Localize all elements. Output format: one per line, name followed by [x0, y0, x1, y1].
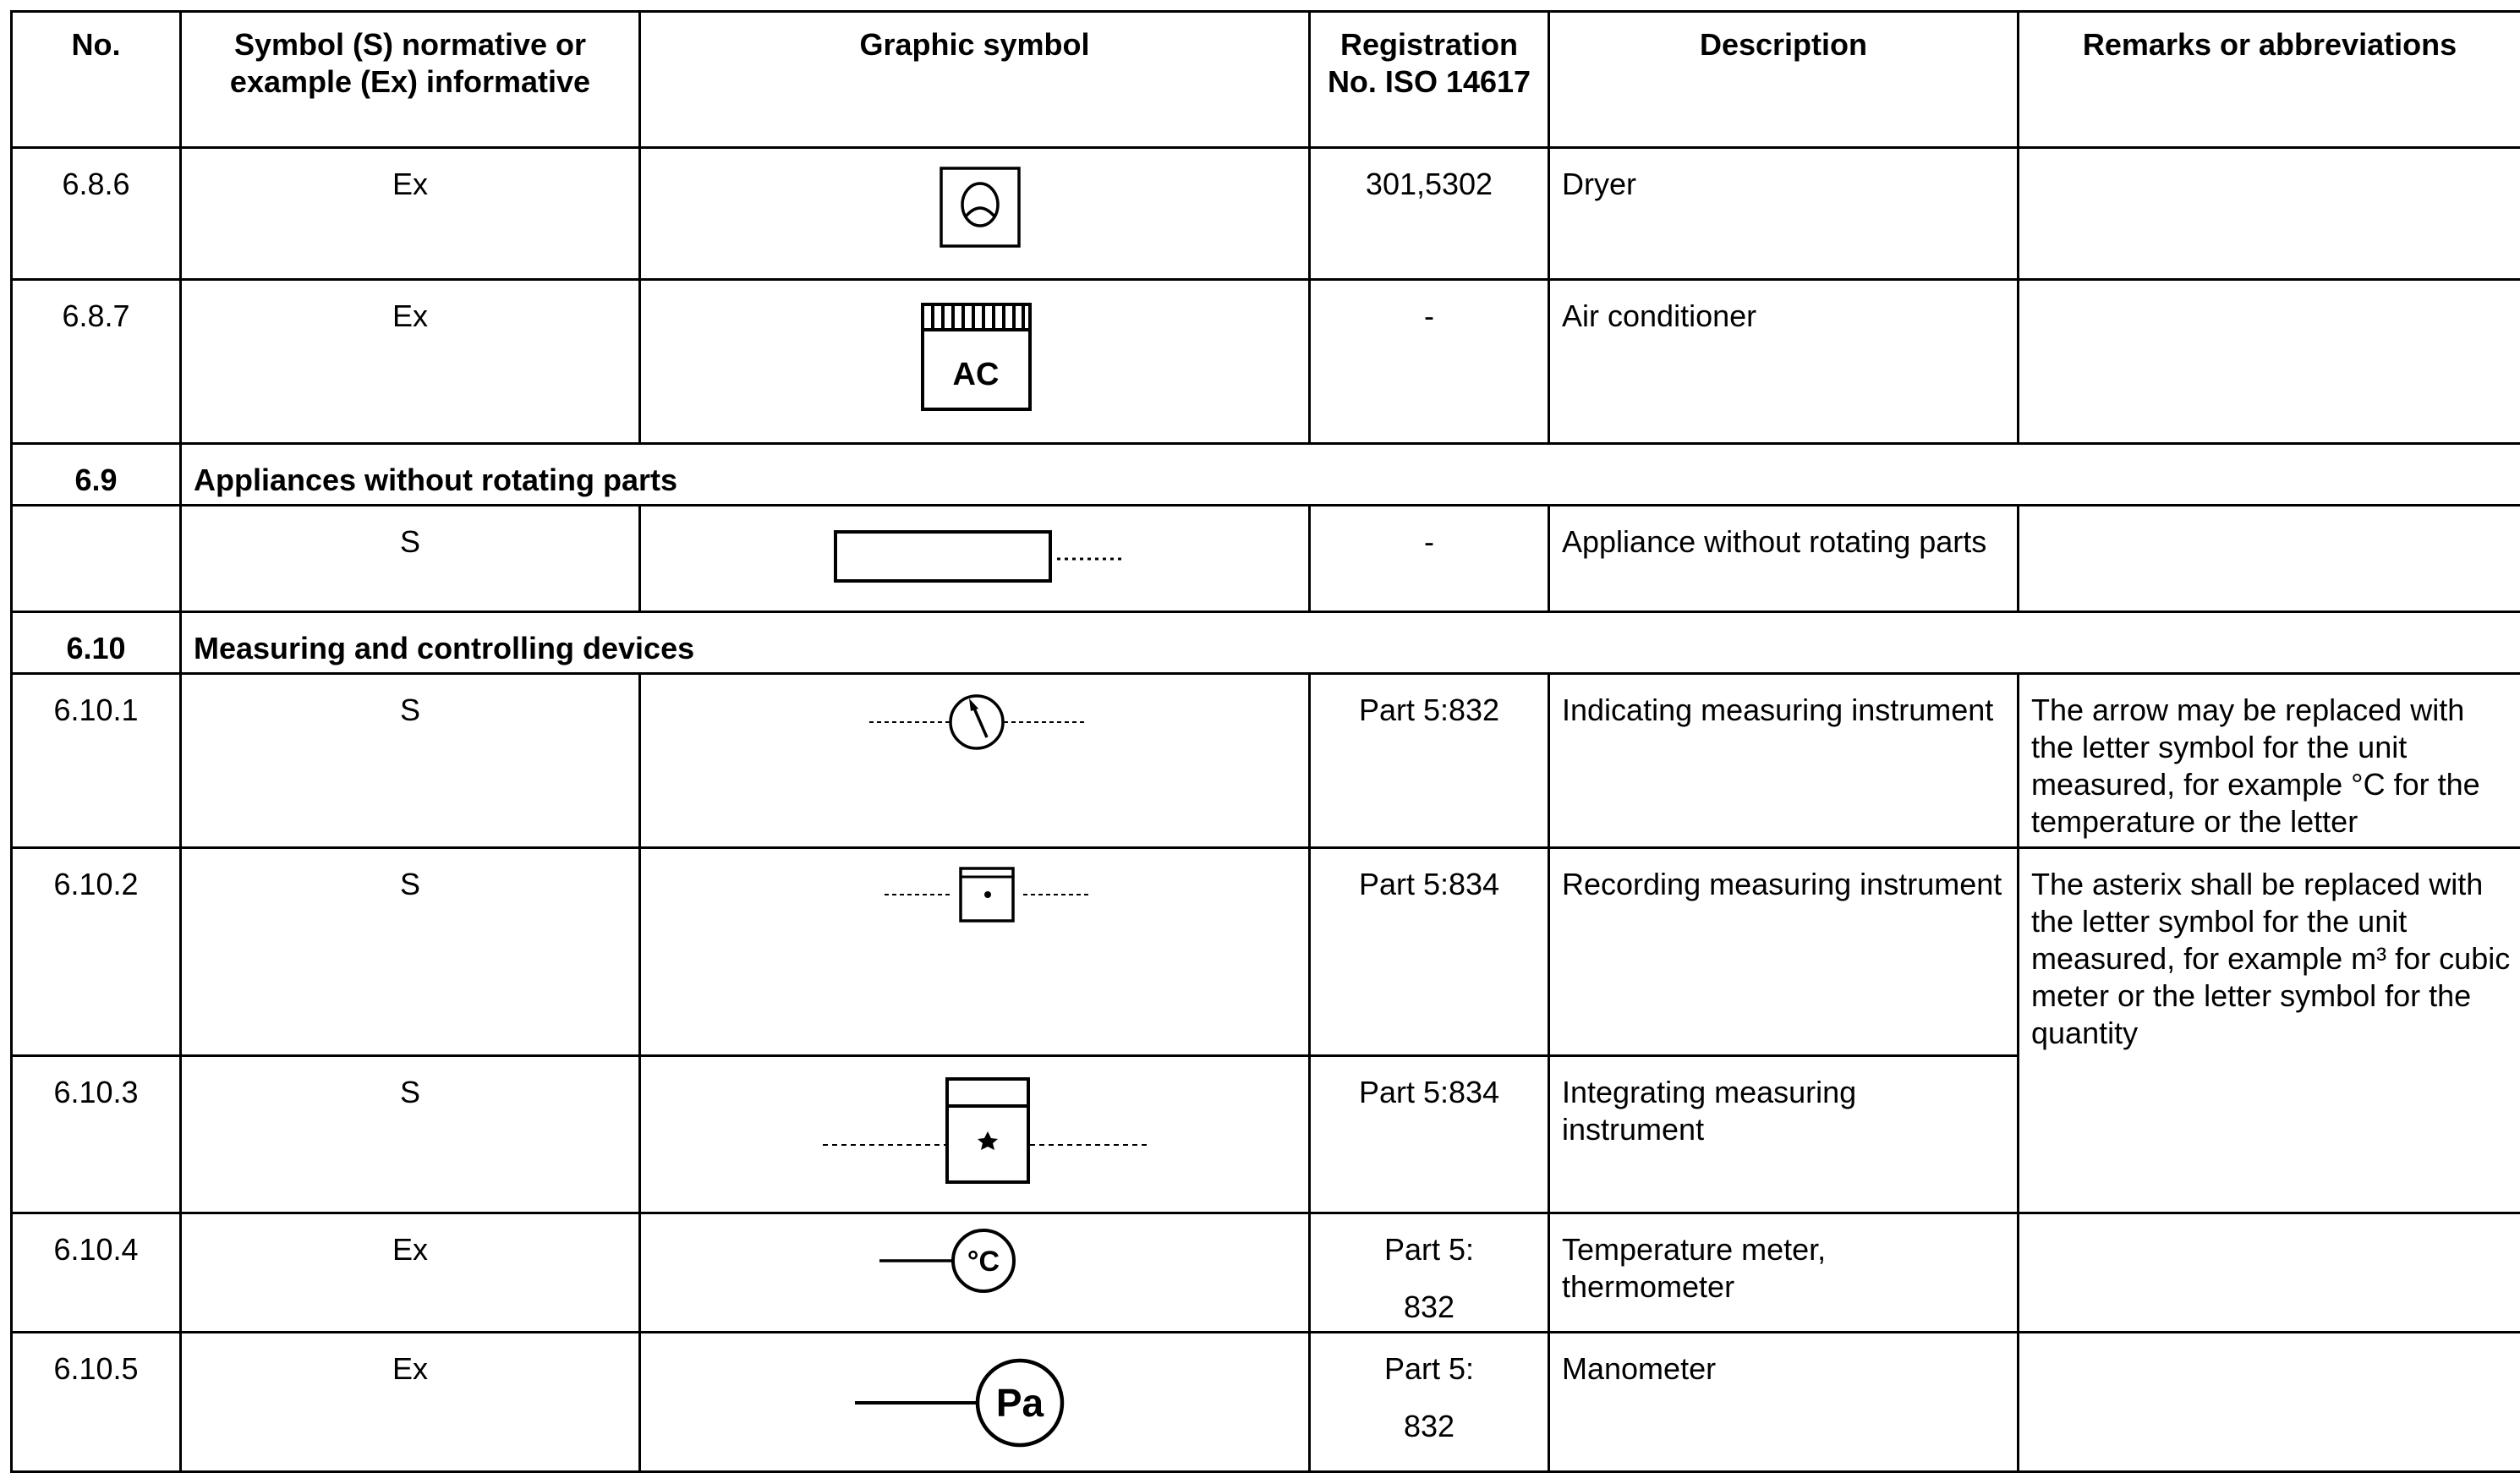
row-remarks: [2019, 506, 2520, 612]
degree-celsius-label: °C: [967, 1246, 1000, 1278]
row-number: 6.8.7: [12, 280, 181, 444]
row-registration: 301,5302: [1310, 148, 1549, 280]
appliance-box-symbol: [641, 507, 1310, 612]
recording-instrument-symbol: [641, 849, 1310, 1056]
row-registration: [1310, 1333, 1549, 1472]
header-no: No.: [12, 12, 181, 148]
graphic-symbol-cell: [640, 506, 1310, 612]
table-row: [12, 674, 2520, 848]
manometer-symbol: [641, 1333, 1310, 1472]
registration-line-1: Part 5:: [1323, 1231, 1536, 1268]
header-symbol-type: Symbol (S) normative or example (Ex) informative: [181, 12, 640, 148]
row-description: Indicating measuring instrument: [1549, 674, 2019, 848]
row-number: 6.10.3: [12, 1056, 181, 1213]
row-symbol-type: Ex: [181, 148, 640, 280]
header-graphic-symbol: Graphic symbol: [640, 12, 1310, 148]
dryer-symbol: [641, 149, 1310, 280]
table-row: [12, 848, 2520, 1056]
row-symbol-type: Ex: [181, 1213, 640, 1333]
symbol-table: [10, 10, 2520, 1473]
row-symbol-type: S: [181, 674, 640, 848]
section-title: Measuring and controlling devices: [181, 612, 2520, 674]
graphic-symbol-cell: [640, 848, 1310, 1056]
row-registration: -: [1310, 280, 1549, 444]
row-number: 6.10.1: [12, 674, 181, 848]
row-registration: [1310, 1213, 1549, 1333]
row-description: Manometer: [1549, 1333, 2019, 1472]
row-description: Air conditioner: [1549, 280, 2019, 444]
header-remarks: Remarks or abbreviations: [2019, 12, 2520, 148]
graphic-symbol-cell: [640, 1056, 1310, 1213]
graphic-symbol-cell: [640, 280, 1310, 444]
registration-line-2: 832: [1323, 1408, 1536, 1445]
row-number: 6.10.2: [12, 848, 181, 1056]
row-symbol-type: S: [181, 848, 640, 1056]
graphic-symbol-cell: [640, 674, 1310, 848]
section-number: 6.9: [12, 444, 181, 506]
ac-label: AC: [953, 357, 1000, 392]
row-description: Dryer: [1549, 148, 2019, 280]
row-description: Recording measuring instrument: [1549, 848, 2019, 1056]
row-registration: Part 5:834: [1310, 848, 1549, 1056]
row-registration: Part 5:834: [1310, 1056, 1549, 1213]
row-symbol-type: Ex: [181, 1333, 640, 1472]
row-remarks: [2019, 1213, 2520, 1333]
graphic-symbol-cell: [640, 1213, 1310, 1333]
pascal-label: Pa: [996, 1381, 1044, 1425]
section-title: Appliances without rotating parts: [181, 444, 2520, 506]
table-row: [12, 1213, 2520, 1333]
registration-line-1: Part 5:: [1323, 1350, 1536, 1388]
row-description: Appliance without rotating parts: [1549, 506, 2019, 612]
row-number: 6.8.6: [12, 148, 181, 280]
table-row: [12, 280, 2520, 444]
header-description: Description: [1549, 12, 2019, 148]
row-description: Integrating measuring instrument: [1549, 1056, 2019, 1213]
row-remarks: The asterix shall be replaced with the letter symbol for the unit measured, for example m³ for cubic meter or the letter symbol for the quantity: [2019, 848, 2520, 1213]
section-number: 6.10: [12, 612, 181, 674]
row-remarks: The arrow may be replaced with the letter symbol for the unit measured, for example °C for the temperature or the letter: [2019, 674, 2520, 848]
row-symbol-type: S: [181, 506, 640, 612]
row-symbol-type: Ex: [181, 280, 640, 444]
graphic-symbol-cell: [640, 148, 1310, 280]
row-number: 6.10.4: [12, 1213, 181, 1333]
section-row: [12, 444, 2520, 506]
table-row: [12, 506, 2520, 612]
row-remarks: [2019, 1333, 2520, 1472]
row-registration: Part 5:832: [1310, 674, 1549, 848]
table-row: [12, 1333, 2520, 1472]
indicating-instrument-symbol: [641, 675, 1310, 848]
row-symbol-type: S: [181, 1056, 640, 1213]
header-registration: Registration No. ISO 14617: [1310, 12, 1549, 148]
thermometer-symbol: [641, 1214, 1310, 1333]
header-row: [12, 12, 2520, 148]
row-remarks: [2019, 280, 2520, 444]
row-registration: -: [1310, 506, 1549, 612]
table-row: [12, 148, 2520, 280]
row-number: 6.10.5: [12, 1333, 181, 1472]
row-description: Temperature meter, thermometer: [1549, 1213, 2019, 1333]
registration-line-2: 832: [1323, 1289, 1536, 1326]
graphic-symbol-cell: [640, 1333, 1310, 1472]
integrating-instrument-symbol: [641, 1057, 1310, 1213]
section-row: [12, 612, 2520, 674]
row-remarks: [2019, 148, 2520, 280]
row-number: [12, 506, 181, 612]
air-conditioner-symbol: [641, 281, 1310, 444]
